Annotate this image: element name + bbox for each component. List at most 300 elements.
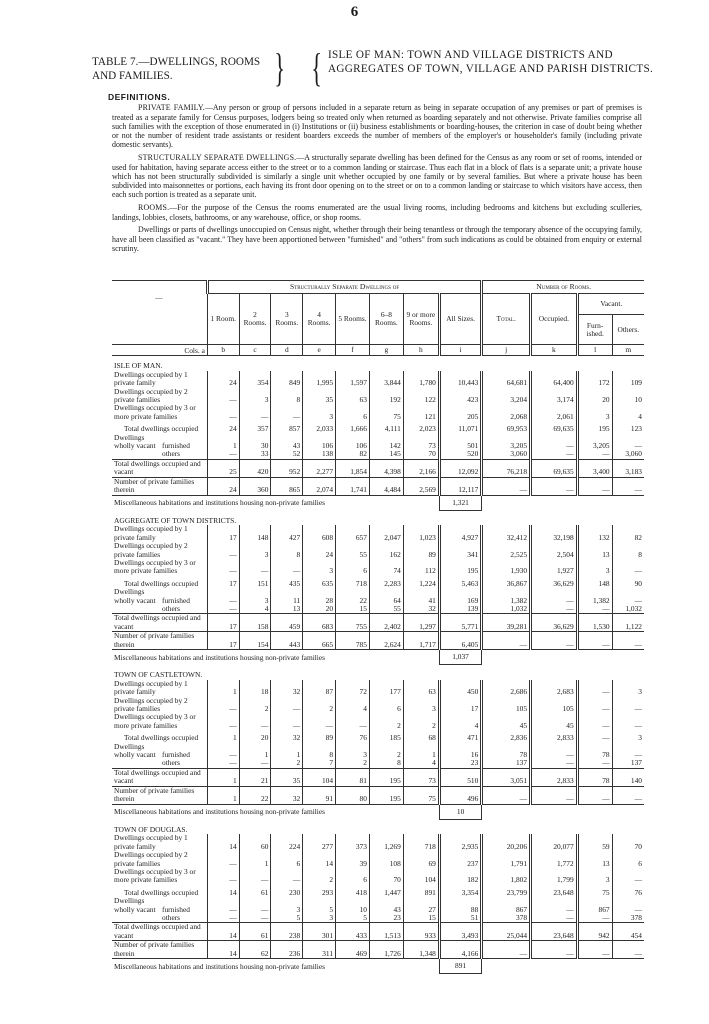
table-cell: 1,032 <box>482 605 531 614</box>
table-cell: 45 <box>482 713 531 730</box>
col-header: 5 Rooms. <box>336 294 370 345</box>
table-cell: 1,530 <box>577 614 612 632</box>
table-row <box>112 868 644 885</box>
brace-close: } <box>274 45 285 90</box>
definition-text: Dwellings or parts of dwellings unoccupied on Census night, whether through their being tenantless or through the temporary absence of the occupying family, have all been classified as "vacant." They have been apportioned between "furnished" and "others" from such indications as could be obtained from enquiry or external scrutiny. <box>112 225 642 253</box>
row-label-prefix: Dwellings wholly vacant <box>114 587 156 605</box>
table-cell: 195 <box>439 559 481 576</box>
misc-spacer <box>482 804 644 819</box>
table-cell: — <box>207 605 239 614</box>
col-header: 3 Rooms. <box>271 294 303 345</box>
table-cell: — <box>207 588 239 605</box>
table-cell: — <box>207 404 239 421</box>
table-cell: 73 <box>403 768 439 786</box>
table-cell: 3,844 <box>369 371 403 388</box>
table-cell: 17 <box>207 525 239 542</box>
table-cell: — <box>577 680 612 697</box>
row-label-text: Total dwellings occupied <box>124 887 199 897</box>
table-cell: 70 <box>369 868 403 885</box>
table-row <box>112 680 644 697</box>
table-row <box>112 404 644 421</box>
table-cell: — <box>207 914 239 923</box>
table-cell: 357 <box>239 425 271 433</box>
misc-label: Miscellaneous habitations and institutions housing non-private families <box>114 961 326 971</box>
table-cell: 15 <box>403 914 439 923</box>
table-cell: 192 <box>369 388 403 405</box>
table-cell: 1,666 <box>336 425 370 433</box>
table-cell: 6 <box>612 851 644 868</box>
table-cell: 81 <box>336 768 370 786</box>
table-cell: 169 <box>439 588 481 605</box>
table-cell: 78 <box>577 768 612 786</box>
table-cell: 45 <box>531 713 578 730</box>
table-cell: 3 <box>271 897 303 914</box>
table-cell: 1 <box>207 786 239 804</box>
table-cell: 8 <box>271 542 303 559</box>
table-cell: 5 <box>336 914 370 923</box>
table-cell: 59 <box>577 834 612 851</box>
table-cell: 63 <box>336 388 370 405</box>
table-row <box>112 743 644 760</box>
table-cell: 510 <box>439 768 481 786</box>
table-cell: 3,354 <box>439 889 481 897</box>
table-cell: — <box>612 477 644 495</box>
table-cell: 1,930 <box>482 559 531 576</box>
table-cell: 1 <box>239 743 271 760</box>
section-heading-row <box>112 356 644 371</box>
table-row <box>112 786 644 804</box>
row-label <box>112 923 207 941</box>
table-cell: 6 <box>369 697 403 714</box>
table-cell: 32 <box>271 786 303 804</box>
table-cell: — <box>612 697 644 714</box>
row-label-text: Number of private families therein <box>114 631 195 649</box>
table-cell: 360 <box>239 477 271 495</box>
table-row <box>112 851 644 868</box>
row-label <box>112 371 207 388</box>
table-cell: 3 <box>239 542 271 559</box>
table-cell: 154 <box>239 632 271 650</box>
table-cell: 3,060 <box>612 450 644 459</box>
definitions-heading: DEFINITIONS. <box>108 92 171 102</box>
table-cell: 17 <box>207 580 239 588</box>
table-cell: 443 <box>271 632 303 650</box>
table-cell: 4 <box>403 759 439 768</box>
table-cell: — <box>531 743 578 760</box>
table-cell: 1,772 <box>531 851 578 868</box>
table-cell: 20,206 <box>482 834 531 851</box>
table-cell: 1,224 <box>403 580 439 588</box>
table-cell: 36,629 <box>531 580 578 588</box>
cols-label: Cols. a <box>184 346 205 355</box>
table-cell: 148 <box>577 580 612 588</box>
row-label <box>112 632 207 650</box>
table-cell: 12,117 <box>439 477 481 495</box>
table-cell: 1,297 <box>403 614 439 632</box>
row-label <box>112 477 207 495</box>
table-cell: 64,400 <box>531 371 578 388</box>
table-cell: 277 <box>303 834 336 851</box>
table-cell: 1 <box>207 768 239 786</box>
row-label <box>112 851 207 868</box>
table-row <box>112 713 644 730</box>
table-cell: 140 <box>612 768 644 786</box>
table-cell: 3,060 <box>482 450 531 459</box>
col-letter: h <box>403 345 439 356</box>
table-cell: 10 <box>336 897 370 914</box>
table-cell: 865 <box>271 477 303 495</box>
table-row <box>112 371 644 388</box>
table-cell: 82 <box>612 525 644 542</box>
table-cell: — <box>271 868 303 885</box>
table-cell: 14 <box>303 851 336 868</box>
dwellings-rooms-table <box>112 280 644 974</box>
row-label <box>112 941 207 959</box>
table-cell: 2,074 <box>303 477 336 495</box>
table-cell: 423 <box>439 388 481 405</box>
table-cell: 32,412 <box>482 525 531 542</box>
table-cell: 137 <box>612 759 644 768</box>
table-cell: 145 <box>369 450 403 459</box>
table-cell: 10,443 <box>439 371 481 388</box>
table-cell: 3 <box>612 734 644 742</box>
definition-paragraph <box>112 153 642 199</box>
table-cell: 2 <box>239 697 271 714</box>
table-cell: 3,051 <box>482 768 531 786</box>
table-cell: 469 <box>336 941 370 959</box>
table-cell: 6,405 <box>439 632 481 650</box>
table-cell: — <box>612 786 644 804</box>
table-cell: 2,068 <box>482 404 531 421</box>
table-cell: 76 <box>612 889 644 897</box>
table-cell: 205 <box>439 404 481 421</box>
table-cell: 2 <box>369 713 403 730</box>
table-cell: 3,174 <box>531 388 578 405</box>
col-letter: b <box>207 345 239 356</box>
table-cell: 89 <box>303 734 336 742</box>
table-cell: 27 <box>403 897 439 914</box>
section-name: TOWN OF DOUGLAS. <box>114 824 188 834</box>
table-cell: 450 <box>439 680 481 697</box>
col-header: 6–8 Rooms. <box>369 294 403 345</box>
table-cell: — <box>207 743 239 760</box>
row-label-text: furnished <box>162 750 190 760</box>
table-cell: 75 <box>403 786 439 804</box>
table-cell: 88 <box>439 897 481 914</box>
col-letter: c <box>239 345 271 356</box>
table-row <box>112 525 644 542</box>
table-row <box>112 614 644 632</box>
table-cell: 64,681 <box>482 371 531 388</box>
row-label <box>112 434 207 451</box>
table-cell: — <box>207 851 239 868</box>
row-label-text: Dwellings occupied by 3 or more private families <box>114 403 196 421</box>
col-letter: k <box>531 345 578 356</box>
table-cell: 24 <box>303 542 336 559</box>
table-row <box>112 425 644 433</box>
table-cell: — <box>612 559 644 576</box>
table-cell: — <box>612 632 644 650</box>
row-label <box>112 897 207 914</box>
table-cell: 78 <box>482 743 531 760</box>
definition-paragraph <box>112 203 642 222</box>
table-cell: 4,111 <box>369 425 403 433</box>
table-cell: 14 <box>207 834 239 851</box>
row-label-text: Number of private families therein <box>114 785 195 804</box>
row-label-text: others <box>162 603 181 613</box>
row-label <box>112 404 207 421</box>
table-cell: 1,447 <box>369 889 403 897</box>
table-body <box>112 356 644 974</box>
misc-value: 1,321 <box>439 495 481 510</box>
table-cell: — <box>577 734 612 742</box>
misc-value: 10 <box>439 804 481 819</box>
table-cell: 2 <box>369 743 403 760</box>
table-cell: 35 <box>271 768 303 786</box>
table-cell: 2 <box>336 759 370 768</box>
table-cell: 20 <box>577 388 612 405</box>
table-cell: — <box>577 605 612 614</box>
table-cell: 30 <box>239 434 271 451</box>
row-label-prefix: Dwellings wholly vacant <box>114 741 156 760</box>
table-cell: 72 <box>336 680 370 697</box>
table-cell: 301 <box>303 923 336 941</box>
row-label-text: furnished <box>162 595 190 605</box>
table-cell: 4 <box>336 697 370 714</box>
col-letter: i <box>439 345 481 356</box>
table-cell: 122 <box>403 388 439 405</box>
col-header: Others. <box>612 315 644 345</box>
table-cell: 132 <box>577 525 612 542</box>
table-cell: 354 <box>239 371 271 388</box>
table-cell: 867 <box>577 897 612 914</box>
table-cell: — <box>577 786 612 804</box>
table-cell: 1 <box>239 851 271 868</box>
row-label-text: Dwellings occupied by 2 private families <box>114 541 188 559</box>
table-cell: 6 <box>271 851 303 868</box>
col-header-vacant: Vacant. <box>577 294 644 315</box>
table-cell: 32 <box>403 605 439 614</box>
header-spacer: — <box>155 292 163 302</box>
table-cell: 378 <box>612 914 644 923</box>
table-cell: 1,382 <box>482 588 531 605</box>
table-cell: — <box>577 713 612 730</box>
table-cell: 8 <box>369 759 403 768</box>
section-heading-row <box>112 510 644 525</box>
table-cell: 2,283 <box>369 580 403 588</box>
table-cell: — <box>612 588 644 605</box>
table-cell: 52 <box>271 450 303 459</box>
row-label-text: Total dwellings occupied <box>124 578 199 588</box>
table-row <box>112 697 644 714</box>
row-label-text: Dwellings occupied by 1 private family <box>114 524 188 542</box>
table-cell: 195 <box>369 786 403 804</box>
table-cell: 39 <box>336 851 370 868</box>
table-cell: 151 <box>239 580 271 588</box>
table-cell: 3 <box>577 868 612 885</box>
table-cell: 1,854 <box>336 459 370 477</box>
table-cell: 11,071 <box>439 425 481 433</box>
section-heading-row <box>112 665 644 680</box>
table-cell: 683 <box>303 614 336 632</box>
table-cell: 12,092 <box>439 459 481 477</box>
table-cell: — <box>482 941 531 959</box>
table-cell: 106 <box>336 434 370 451</box>
header-spacer <box>112 315 207 345</box>
misc-spacer <box>482 495 644 510</box>
table-cell: 106 <box>303 434 336 451</box>
table-cell: 109 <box>612 371 644 388</box>
table-cell: 454 <box>612 923 644 941</box>
table-cell: 3,205 <box>577 434 612 451</box>
row-label-text: furnished <box>162 904 190 914</box>
row-label <box>112 768 207 786</box>
section-heading-row <box>112 819 644 834</box>
table-cell: 68 <box>403 734 439 742</box>
table-cell: — <box>531 450 578 459</box>
col-letter: f <box>336 345 370 356</box>
table-cell: — <box>577 914 612 923</box>
table-cell: 2,624 <box>369 632 403 650</box>
row-label-text: Total dwellings occupied and vacant <box>114 922 201 940</box>
table-cell: 13 <box>577 851 612 868</box>
misc-label: Miscellaneous habitations and institutions housing non-private families <box>114 652 326 662</box>
table-cell: 35 <box>303 388 336 405</box>
table-cell: 61 <box>239 889 271 897</box>
row-label-text: Dwellings occupied by 3 or more private families <box>114 557 196 576</box>
table-cell: 162 <box>369 542 403 559</box>
table-cell: 4,927 <box>439 525 481 542</box>
table-cell: — <box>207 897 239 914</box>
table-cell: 73 <box>403 434 439 451</box>
table-row <box>112 897 644 914</box>
table-cell: 755 <box>336 614 370 632</box>
row-label-text: Dwellings occupied by 2 private families <box>114 386 188 405</box>
table-cell: 172 <box>577 371 612 388</box>
page-number: 6 <box>350 4 359 20</box>
row-label <box>112 713 207 730</box>
table-cell: 13 <box>577 542 612 559</box>
definition-lead: PRIVATE FAMILY. <box>138 103 205 113</box>
table-cell: 70 <box>403 450 439 459</box>
table-cell: 2,683 <box>531 680 578 697</box>
table-cell: 195 <box>369 768 403 786</box>
row-label-text: Total dwellings occupied <box>124 424 199 434</box>
table-cell: 459 <box>271 614 303 632</box>
table-cell: 2,935 <box>439 834 481 851</box>
table-cell: — <box>577 759 612 768</box>
table-cell: 427 <box>271 525 303 542</box>
table-label: TABLE 7.—DWELLINGS, ROOMS AND FAMILIES. <box>92 56 261 82</box>
brace-open: { <box>311 45 322 90</box>
table-cell: — <box>531 897 578 914</box>
table-cell: 55 <box>336 542 370 559</box>
table-row <box>112 768 644 786</box>
table-cell: 23,648 <box>531 889 578 897</box>
definition-lead: STRUCTURALLY SEPARATE DWELLINGS. <box>138 153 297 163</box>
table-cell: 61 <box>239 923 271 941</box>
table-cell: 1,927 <box>531 559 578 576</box>
row-label-text: others <box>162 449 181 459</box>
table-cell: 2,836 <box>482 734 531 742</box>
table-cell: 1,382 <box>577 588 612 605</box>
table-cell: 224 <box>271 834 303 851</box>
table-cell: 87 <box>303 680 336 697</box>
table-cell: 5 <box>303 897 336 914</box>
table-cell: 4 <box>439 713 481 730</box>
table-cell: 185 <box>369 734 403 742</box>
table-cell: 435 <box>271 580 303 588</box>
table-cell: 75 <box>369 404 403 421</box>
table-cell: 3 <box>239 388 271 405</box>
table-cell: 23 <box>439 759 481 768</box>
table-cell: 70 <box>612 834 644 851</box>
table-cell: 17 <box>439 697 481 714</box>
col-letter: d <box>271 345 303 356</box>
misc-value: 1,037 <box>439 650 481 665</box>
row-label-prefix: Dwellings wholly vacant <box>114 896 156 914</box>
table-row <box>112 734 644 742</box>
table-cell: 718 <box>403 834 439 851</box>
table-cell: 2,033 <box>303 425 336 433</box>
misc-row <box>112 495 644 510</box>
table-cell: — <box>239 404 271 421</box>
table-row <box>112 477 644 495</box>
table-cell: 25,044 <box>482 923 531 941</box>
table-cell: — <box>482 632 531 650</box>
table-cell: 2,402 <box>369 614 403 632</box>
table-cell: — <box>303 713 336 730</box>
misc-label: Miscellaneous habitations and institutions housing non-private families <box>114 807 326 816</box>
table-cell: 1,717 <box>403 632 439 650</box>
table-cell: 60 <box>239 834 271 851</box>
table-cell: — <box>531 477 578 495</box>
table-cell: 501 <box>439 434 481 451</box>
row-label-text: Number of private families therein <box>114 940 195 958</box>
table-cell: 13 <box>271 605 303 614</box>
table-cell: 1 <box>271 743 303 760</box>
table-cell: 43 <box>369 897 403 914</box>
table-cell: 36,629 <box>531 614 578 632</box>
table-cell: 62 <box>239 941 271 959</box>
table-cell: — <box>207 388 239 405</box>
table-cell: 78 <box>577 743 612 760</box>
section-name: AGGREGATE OF TOWN DISTRICTS. <box>114 515 237 525</box>
table-cell: 1,032 <box>612 605 644 614</box>
table-cell: 23 <box>369 914 403 923</box>
table-cell: 6 <box>336 559 370 576</box>
table-cell: 105 <box>531 697 578 714</box>
col-header: 9 or more Rooms. <box>403 294 439 345</box>
table-cell: 2,833 <box>531 768 578 786</box>
table-row <box>112 542 644 559</box>
table-cell: 378 <box>482 914 531 923</box>
row-label-text: others <box>162 912 181 922</box>
definition-text: —A structurally separate dwelling has been defined for the Census as any room or set of rooms, intended or used for habitation, having separate access either to the street or to a common landing or staircase. Thus each flat in a block of flats is a separate unit; a private house which has not been structurally subdivided is similarly a single unit whether occupied by one family or by several families. But where a private house has been subdivided into maisonnettes or portions, each having its front door opening on to the street or on to a common landing or staircase to which visitors have access, then each such portion is treated as a separate unit. <box>112 153 642 200</box>
table-cell: 230 <box>271 889 303 897</box>
row-label-text: Dwellings occupied by 3 or more private families <box>114 866 196 885</box>
table-cell: 18 <box>239 680 271 697</box>
table-row <box>112 941 644 959</box>
table-cell: 952 <box>271 459 303 477</box>
row-label <box>112 459 207 477</box>
table-cell: 2,023 <box>403 425 439 433</box>
table-cell: — <box>531 941 578 959</box>
table-cell: — <box>271 404 303 421</box>
table-row <box>112 588 644 605</box>
table-cell: — <box>207 450 239 459</box>
misc-row <box>112 804 644 819</box>
